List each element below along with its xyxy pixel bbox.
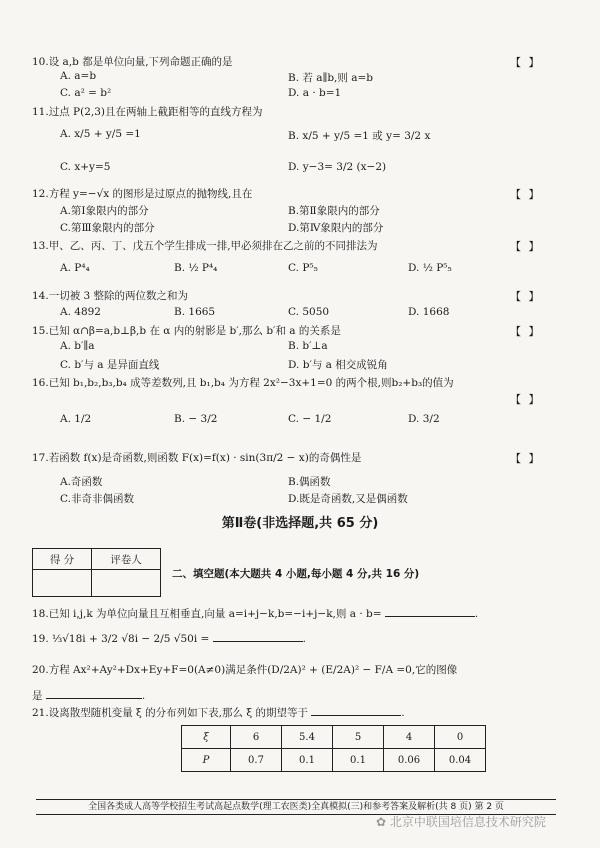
grader-label: 评卷人 — [92, 549, 161, 570]
question-16-stem: 16.已知 b₁,b₂,b₃,b₄ 成等差数列,且 b₁,b₄ 为方程 2x²−3x+1=0 的两个根,则b₂+b₃的值为 — [32, 377, 454, 389]
q16-option-a: A. 1/2 — [60, 413, 92, 425]
question-20-continued: 是 . — [32, 690, 146, 702]
q12-option-b: B.第Ⅱ象限内的部分 — [288, 205, 380, 217]
answer-bracket-17[interactable]: 【 】 — [510, 452, 542, 465]
question-10-stem: 10.设 a,b 都是单位向量,下列命题正确的是 — [32, 56, 233, 68]
p-value: 0.04 — [435, 749, 486, 772]
question-21-stem: 21.设离散型随机变量 ξ 的分布列如下表,那么 ξ 的期望等于 — [32, 707, 308, 719]
q10-option-c: C. a² = b² — [60, 87, 112, 99]
table-row — [182, 749, 486, 772]
answer-blank-19[interactable] — [213, 631, 303, 642]
p-value: 0.1 — [282, 749, 333, 772]
score-cell[interactable] — [33, 570, 92, 597]
p-value: 0.7 — [231, 749, 282, 772]
section-2-title: 第Ⅱ卷(非选择题,共 65 分) — [221, 516, 379, 531]
q17-option-c: C.非奇非偶函数 — [60, 493, 134, 505]
q13-option-b: B. ½ P⁴₄ — [174, 262, 218, 274]
xi-value: 5.4 — [282, 726, 333, 749]
q11-option-c: C. x+y=5 — [60, 161, 111, 173]
q12-option-d: D.第Ⅳ象限内的部分 — [288, 222, 384, 234]
question-15-stem: 15.已知 α∩β=a,b⊥β,b 在 α 内的射影是 b′,那么 b′和 a 的关系是 — [32, 325, 341, 337]
question-17-stem: 17.若函数 f(x)是奇函数,则函数 F(x)=f(x) · sin(3π/2 − x)的奇偶性是 — [32, 452, 362, 464]
q14-option-a: A. 4892 — [60, 306, 101, 318]
question-20 — [32, 662, 457, 677]
question-14-stem: 14.一切被 3 整除的两位数之和为 — [32, 290, 189, 302]
p-label: P — [182, 749, 231, 772]
q15-option-d: D. b′与 a 相交成锐角 — [288, 359, 388, 371]
p-value: 0.1 — [333, 749, 384, 772]
question-19-stem: 19. ⅓√18i + 3/2 √8i − 2/5 √50i = — [32, 633, 210, 645]
q15-option-a: A. b′∥a — [60, 340, 95, 352]
q14-option-d: D. 1668 — [408, 306, 450, 318]
watermark-text: 北京中联国培信息技术研究院 — [389, 815, 546, 829]
distribution-table — [181, 725, 486, 772]
fill-in-section-heading: 二、填空题(本大题共 4 小题,每小题 4 分,共 16 分) — [172, 568, 420, 580]
answer-bracket-10[interactable]: 【 】 — [510, 56, 542, 69]
question-13-stem: 13.甲、乙、丙、丁、戊五个学生排成一排,甲必须排在乙之前的不同排法为 — [32, 240, 378, 252]
xi-value: 0 — [435, 726, 486, 749]
q10-option-b: B. 若 a∥b,则 a=b — [288, 72, 374, 84]
q15-option-b: B. b′⊥a — [288, 340, 328, 352]
answer-bracket-16[interactable]: 【 】 — [510, 393, 542, 406]
question-18: 18.已知 i,j,k 为单位向量且互相垂直,向量 a=i+j−k,b=−i+j−k,则 a · b= . — [32, 608, 479, 620]
wechat-icon: ✿ — [376, 815, 390, 829]
xi-label: ξ — [182, 726, 231, 749]
xi-value: 5 — [333, 726, 384, 749]
score-box — [32, 548, 161, 597]
q11-option-a: A. x/5 + y/5 =1 — [60, 128, 141, 140]
table-row — [182, 726, 486, 749]
q17-option-d: D.既是奇函数,又是偶函数 — [288, 493, 408, 505]
q14-option-b: B. 1665 — [174, 306, 216, 318]
question-21: 21.设离散型随机变量 ξ 的分布列如下表,那么 ξ 的期望等于 . — [32, 707, 405, 719]
q13-option-a: A. P⁴₄ — [60, 262, 90, 274]
answer-bracket-13[interactable]: 【 】 — [510, 240, 542, 253]
q17-option-b: B.偶函数 — [288, 476, 331, 488]
question-20-stem-end: 是 — [32, 690, 43, 702]
q13-option-d: D. ½ P⁵₅ — [408, 262, 452, 274]
answer-bracket-15[interactable]: 【 】 — [510, 325, 542, 338]
answer-blank-18[interactable] — [385, 606, 475, 617]
q15-option-c: C. b′与 a 是异面直线 — [60, 359, 160, 371]
xi-value: 4 — [384, 726, 435, 749]
q14-option-c: C. 5050 — [288, 306, 330, 318]
q10-option-a: A. a=b — [60, 70, 97, 82]
q16-option-d: D. 3/2 — [408, 413, 440, 425]
answer-blank-21[interactable] — [311, 705, 401, 716]
q11-option-d: D. y−3= 3/2 (x−2) — [288, 161, 387, 173]
question-18-stem: 18.已知 i,j,k 为单位向量且互相垂直,向量 a=i+j−k,b=−i+j−k,则 a · b= — [32, 608, 382, 620]
q12-option-a: A.第Ⅰ象限内的部分 — [60, 205, 149, 217]
q12-option-c: C.第Ⅲ象限内的部分 — [60, 222, 155, 234]
question-19: 19. ⅓√18i + 3/2 √8i − 2/5 √50i = . — [32, 633, 307, 645]
answer-bracket-12[interactable]: 【 】 — [510, 188, 542, 201]
page-footer: 全国各类成人高等学校招生考试高起点数学(理工农医类)全真模拟(三)和参考答案及解析(共 8 页) 第 2 页 — [36, 799, 556, 815]
question-12-stem: 12.方程 y=−√x 的图形是过原点的抛物线,且在 — [32, 188, 253, 200]
xi-value: 6 — [231, 726, 282, 749]
q13-option-c: C. P⁵₅ — [288, 262, 318, 274]
q16-option-b: B. − 3/2 — [174, 413, 218, 425]
answer-blank-20[interactable] — [46, 688, 142, 699]
answer-bracket-14[interactable]: 【 】 — [510, 290, 542, 303]
question-11-stem: 11.过点 P(2,3)且在两轴上截距相等的直线方程为 — [32, 106, 263, 118]
q10-option-d: D. a · b=1 — [288, 87, 342, 99]
question-20-stem: 20.方程 Ax²+Ay²+Dx+Ey+F=0(A≠0)满足条件(D/2A)² + (E/2A)² − F/A =0,它的图像 — [32, 664, 458, 676]
q17-option-a: A.奇函数 — [60, 476, 103, 488]
q16-option-c: C. − 1/2 — [288, 413, 332, 425]
score-label: 得 分 — [33, 549, 92, 570]
watermark — [376, 813, 546, 830]
q11-option-b: B. x/5 + y/5 =1 或 y= 3/2 x — [288, 130, 431, 142]
p-value: 0.06 — [384, 749, 435, 772]
grader-cell[interactable] — [92, 570, 161, 597]
